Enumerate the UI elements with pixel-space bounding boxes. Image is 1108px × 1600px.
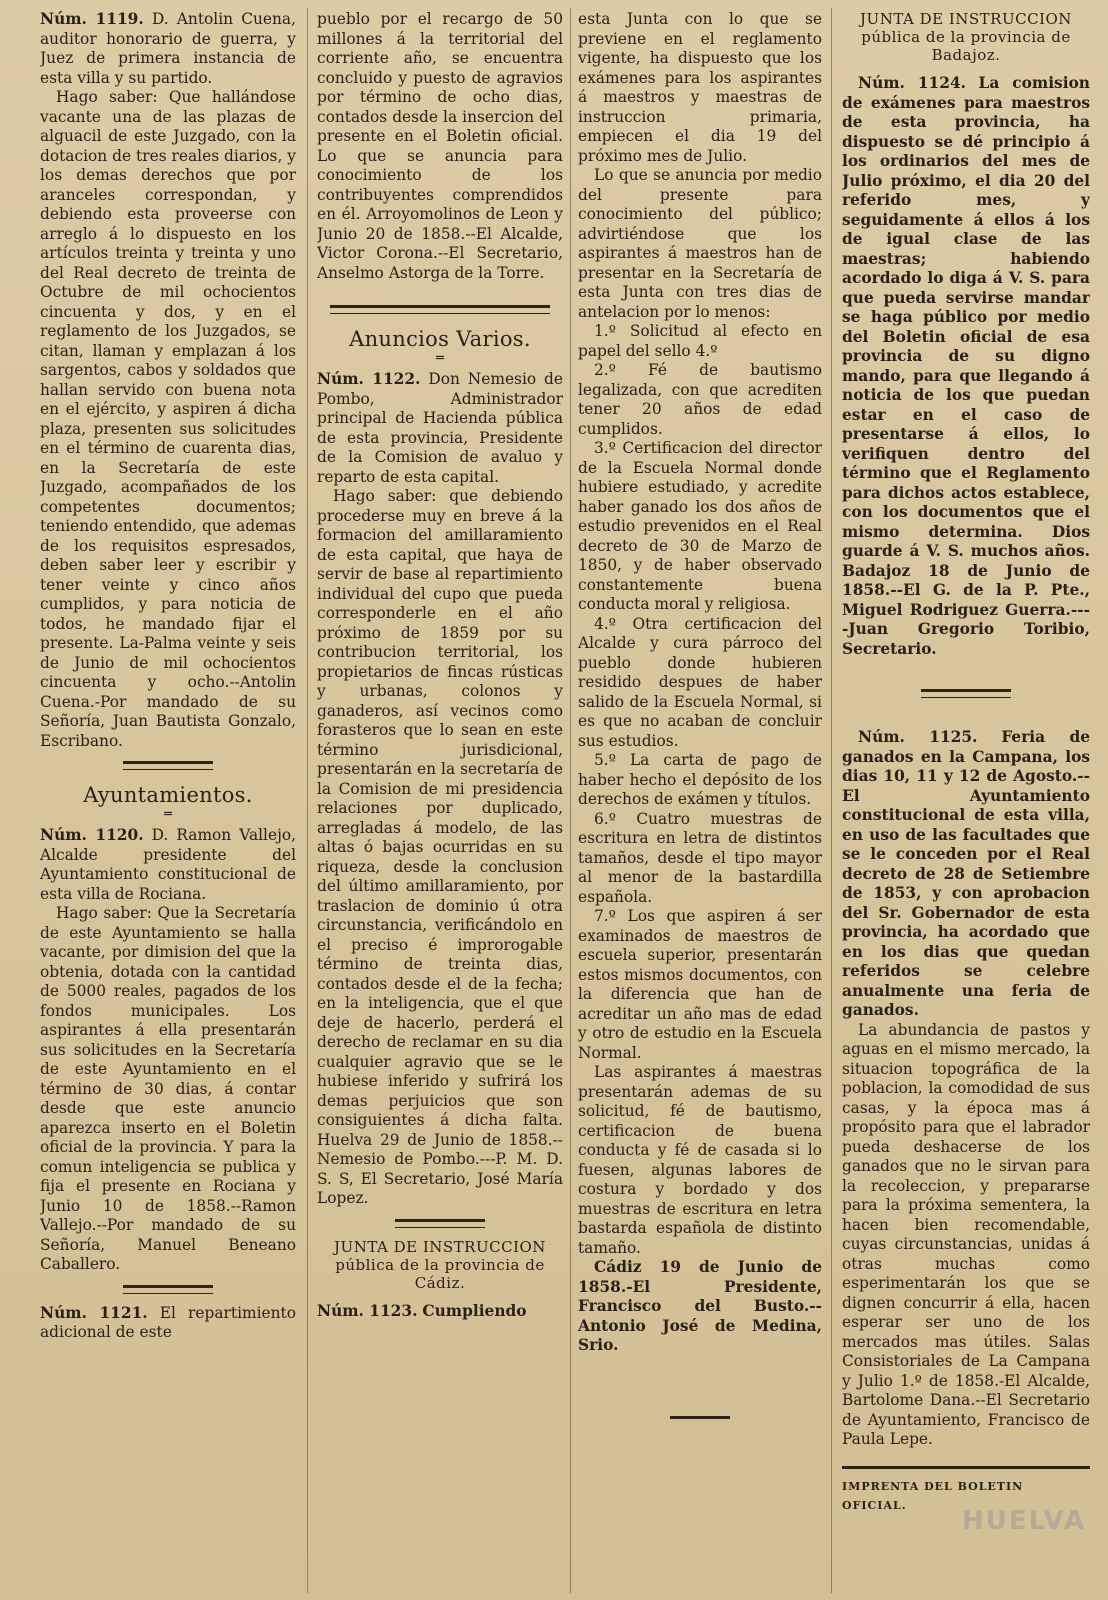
title-ornament: ═ [436, 351, 444, 366]
notice-paragraph: Lo que se anuncia por medio del presente para conocimiento del público; advirtiéndose que los aspirantes á maestros han de presentar en la Secretaría de esta Junta con tres dias de antelacion por lo menos: [578, 166, 822, 321]
notice-body: La abundancia de pastos y aguas en el mismo mercado, la situacion topográfica de la poblacion, la comodidad de sus casas, y la época mas á propósito para que el labrador pueda deshacerse de los ganados que no le sirvan para la recoleccion, y prepararse para la próxima sementera, la hacen bien recomendable, cuyas circunstancias, unidas á otras muchas como esperimentarán los que se dignen concurrir á ella, hacen esperar ser uno de los mercados mas útiles. Salas Consistoriales de La Campana y Julio 1.º de 1858.-El Alcalde, Bartolome Dana.--El Secretario de Ayuntamiento, Francisco de Paula Lepe. [842, 1020, 1090, 1448]
requirement-item: 1.º Solicitud al efecto en papel del sello 4.º [578, 322, 822, 360]
notice-1123 [317, 1302, 563, 1322]
notice-number: Núm. 1121. [40, 1303, 148, 1322]
notice-continuation: esta Junta con lo que se previene en el reglamento vigente, ha dispuesto que los exámenes para los aspirantes á maestros y maestras de instruccion primaria, empiecen el dia 19 del próximo mes de Julio. [578, 10, 822, 165]
column-rule [831, 8, 832, 1593]
requirement-item: 5.º La carta de pago de haber hecho el depósito de los derechos de exámen y títulos. [578, 751, 822, 808]
notice-body: La comision de exámenes para maestros de esta provincia, ha dispuesto se dé principio á los ordinarios del mes de Julio próximo, el dia 20 del referido mes, y seguidamente á ellos á los de igual clase de las maestras; habiendo acordado lo diga á V. S. para que pueda servirse mandar se haga público por medio del Boletin oficial de esa provincia de su digno mando, para que llegando á noticia de los que puedan estar en el caso de presentarse á ellos, lo verifiquen dentro del término que el Reglamento para dichos actos establece, con los documentos que el mismo determina. Dios guarde á V. S. muchos años. Badajoz 18 de Junio de 1858.--El G. de la P. Pte., Miguel Rodriguez Guerra.----Juan Gregorio Toribio, Secretario. [842, 74, 1090, 658]
separator [123, 761, 213, 770]
separator [670, 1416, 730, 1421]
notice-1120 [40, 826, 296, 904]
notice-body: Hago saber: que debiendo procederse muy en breve á la formacion del amillaramiento de esta capital, que haya de servir de base al repartimiento individual del cupo que pueda corresponderle en el año próximo de 1859 por su contribucion territorial, los propietarios de fincas rústicas y urbanas, colonos y ganaderos, así vecinos como forasteros que lo sean en este término jurisdicional, presentarán en la secretaría de la Comision de mi presidencia relaciones por duplicado, arregladas á modelo, de las altas ó bajas ocurridas en su riqueza, desde la conclusion del último amillaramiento, por traslacion de dominio ú otra circunstancia, verificándolo en el preciso é improrogable término de treinta dias, contados desde el de la fecha; en la inteligencia, que el que deje de hacerlo, perderá el derecho de reclamar en su dia cualquier agravio que se le hubiese inferido y sufrirá los demas perjuicios que son consiguientes á dicha falta. Huelva 29 de Junio de 1858.--Nemesio de Pombo.---P. M. D. S. S, El Secretario, José María Lopez. [317, 487, 563, 1207]
library-stamp [962, 1506, 1087, 1546]
notice-signature: Cádiz 19 de Junio de 1858.-El Presidente, Francisco del Busto.--Antonio José de Medina, Srio. [578, 1258, 822, 1354]
column-3 [578, 10, 822, 1595]
notice-heading: D. Ramon Vallejo, Alcalde presidente del Ayuntamiento constitucional de esta villa de Rociana. [40, 826, 296, 903]
title-ornament: ═ [164, 807, 172, 822]
requirement-item: 7.º Los que aspiren á ser examinados de maestros de escuela superior, presentarán estos mismos documentos, con la diferencia que han de acreditar un año mas de edad y otro de estudio en la Escuela Normal. [578, 907, 822, 1062]
notice-heading: Don Nemesio de Pombo, Administrador principal de Hacienda pública de esta provincia, Presidente de la Comision de avaluo y reparto de esta capital. [317, 370, 563, 486]
notice-1125 [842, 728, 1090, 1021]
section-title-anuncios: Anuncios Varios. [349, 327, 531, 351]
column-4 [842, 10, 1090, 1595]
notice-number: Núm. 1124. [858, 74, 967, 92]
requirement-item: 2.º Fé de bautismo legalizada, con que acrediten tener 20 años de edad cumplidos. [578, 361, 822, 438]
section-title-ayuntamientos: Ayuntamientos. [83, 783, 253, 807]
notice-body: Hago saber: Que hallándose vacante una de las plazas de alguacil de este Juzgado, con la dotacion de tres reales diarios, y los demas derechos que por aranceles correspondan, y debiendo esta proveerse con arreglo á lo dispuesto en los artículos treinta y treinta y uno del Real decreto de treinta de Octubre de mil ochocientos cincuenta y dos, y en el reglamento de los Juzgados, se citan, llaman y emplazan á los sargentos, cabos y soldados que hallan servido con buena nota en el ejército, y aspiren á dicha plaza, presenten sus solicitudes en el término de cuarenta dias, en la Secretaría de este Juzgado, acompañados de los competentes documentos; teniendo entendido, que ademas de los requisitos espresados, deben saber leer y escribir y tener veinte y cinco años cumplidos, y para noticia de todos, he mandado fijar el presente. La-Palma veinte y seis de Junio de mil ochocientos cincuenta y ocho.--Antolin Cuena.-Por mandado de su Señoría, Juan Bautista Gonzalo, Escribano. [40, 88, 296, 750]
stamp-text: HUELVA [962, 1506, 1087, 1536]
notice-body: --El Ayuntamiento constitucional de esta villa, en uso de las facultades que se le conceden por el Real decreto de 28 de Setiembre de 1853, y con aprobacion del Sr. Gobernador de esta provincia, ha acordado que en los dias que quedan referidos se celebre anualmente una feria de ganados. [842, 767, 1090, 1019]
column-rule [570, 8, 571, 1593]
column-1 [40, 10, 296, 1595]
notice-heading: El repartimiento adicional de este [40, 1303, 296, 1341]
requirement-item: 4.º Otra certificacion del Alcalde y cura párroco del pueblo donde hubieren residido despues de haber salido de la Escuela Normal, si es que no acaban de concluir sus estudios. [578, 614, 822, 750]
junta-heading-cadiz: JUNTA DE INSTRUCCION pública de la provincia de Cádiz. [334, 1237, 546, 1292]
separator [921, 689, 1011, 698]
notice-1122 [317, 370, 563, 487]
separator [123, 1285, 213, 1294]
notice-heading: Cumpliendo [422, 1301, 527, 1320]
notice-number: Núm. 1125. [858, 728, 978, 746]
junta-heading-badajoz: JUNTA DE INSTRUCCION pública de la provincia de Badajoz. [860, 10, 1072, 64]
notice-1121 [40, 1304, 296, 1343]
notice-number: Núm. 1119. [40, 10, 144, 28]
notice-1124 [842, 74, 1090, 659]
notice-1119 [40, 10, 296, 88]
notice-paragraph: Las aspirantes á maestras presentarán ademas de su solicitud, fé de bautismo, certificacion de buena conducta y fé de casada si lo fuesen, algunas labores de costura y bordado y dos muestras de escritura en letra bastarda española de distinto tamaño. [578, 1063, 822, 1257]
separator [395, 1219, 485, 1228]
column-2 [317, 10, 563, 1595]
requirement-item: 6.º Cuatro muestras de escritura en letra de distintos tamaños, desde el tipo mayor al menor de la bastardilla española. [578, 809, 822, 906]
notice-heading: D. Antolin Cuena, auditor honorario de guerra, y Juez de primera instancia de esta villa y su partido. [40, 10, 296, 87]
imprint-footer: IMPRENTA DEL BOLETIN OFICIAL. [842, 1466, 1090, 1516]
requirement-item: 3.º Certificacion del director de la Escuela Normal donde hubiere estudiado, y acredite haber ganado los dos años de estudio prevenidos en el Real decreto de 30 de Marzo de 1850, y de haber observado constantemente buena conducta moral y religiosa. [578, 439, 822, 613]
notice-number: Núm. 1120. [40, 826, 144, 844]
notice-continuation: pueblo por el recargo de 50 millones á la territorial del corriente año, se encuentra concluido y puesto de agravios por término de ocho dias, contados desde la insercion del presente en el Boletin oficial. Lo que se anuncia para conocimiento de los contribuyentes comprendidos en él. Arroyomolinos de Leon y Junio 20 de 1858.--El Alcalde, Victor Corona.--El Secretario, Anselmo Astorga de la Torre. [317, 10, 563, 282]
notice-heading: Feria de ganados en la Campana, los dias 10, 11 y 12 de Agosto. [842, 728, 1090, 785]
separator [330, 305, 550, 314]
notice-number: Núm. 1123. [317, 1301, 418, 1320]
column-rule [307, 8, 308, 1593]
notice-number: Núm. 1122. [317, 370, 421, 388]
notice-body: Hago saber: Que la Secretaría de este Ayuntamiento se halla vacante, por dimision del que la obtenia, dotada con la cantidad de 5000 reales, pagados de los fondos municipales. Los aspirantes á ella presentarán sus solicitudes en la Secretaría de este Ayuntamiento en el término de 30 dias, á contar desde que este anuncio aparezca inserto en el Boletin oficial de la provincia. Y para la comun inteligencia se publica y fija el presente en Rociana y Junio 10 de 1858.--Ramon Vallejo.--Por mandado de su Señoría, Manuel Beneano Caballero. [40, 904, 296, 1273]
